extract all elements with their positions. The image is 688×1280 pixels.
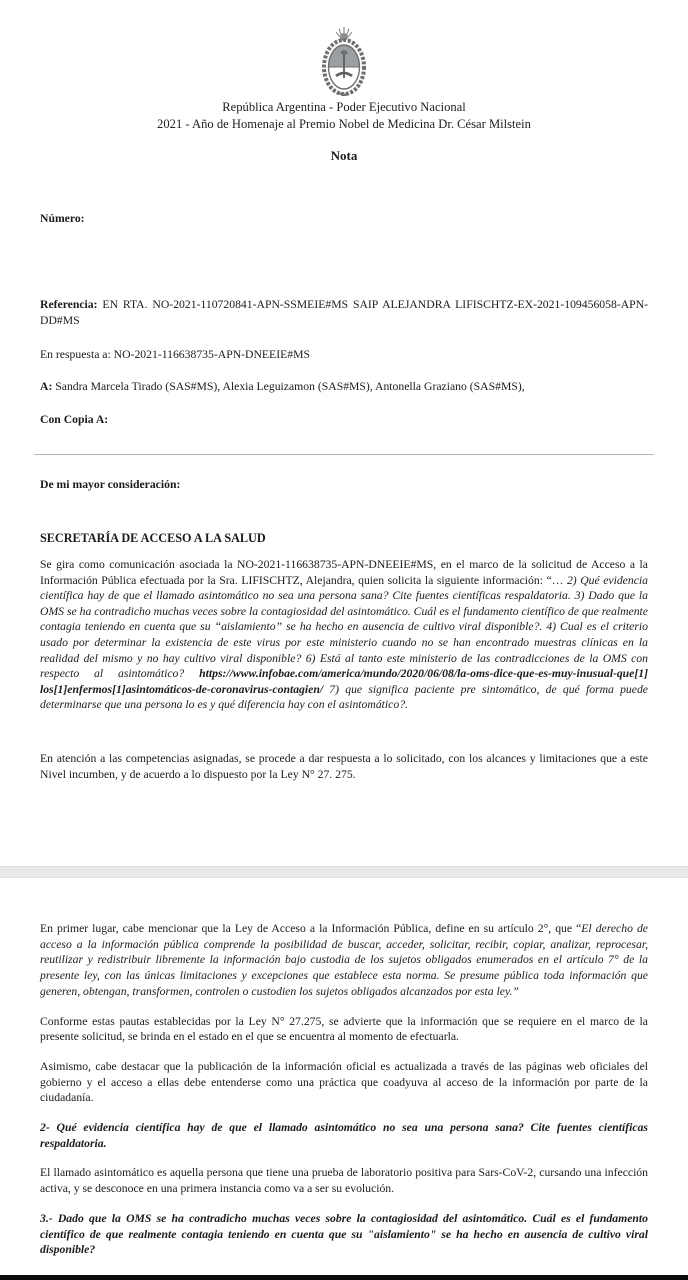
- paragraph-intro-text: Se gira como comunicación asociada la NO-2021-116638735-APN-DNEEIE#MS, en el marco de la solicitud de Acceso a la Información Pública efectuada por la Sra. LIFISCHTZ, Alejandra, quien solicita la siguiente información: “…: [40, 558, 648, 587]
- question-2-answer: El llamado asintomático es aquella persona que tiene una prueba de laboratorio positiva para Sars-CoV-2, cursando una infección activa, y se desconoce en una primera instancia como va a ser su evolución.: [40, 1166, 648, 1196]
- referencia-field: [40, 297, 648, 328]
- addressees-field: [40, 379, 648, 395]
- referencia-label: Referencia:: [40, 298, 98, 311]
- con-copia-field: [40, 412, 648, 428]
- numero-field: [40, 211, 648, 227]
- quoted-request-text-end: 7) que significa paciente pre sintomático, de qué forma puede determinarse que una persona lo es y qué diferencia hay con el asintomático?.: [40, 682, 648, 712]
- question-2-heading: 2- Qué evidencia científica hay de que el llamado asintomático no sea una persona sana? Cite fuentes científicas respaldatoria.: [40, 1121, 648, 1150]
- horizontal-divider: [34, 454, 654, 455]
- page-separator: [0, 866, 688, 878]
- con-copia-label: Con Copia A:: [40, 413, 109, 426]
- law-definition-intro: En primer lugar, cabe mencionar que la Ley de Acceso a la Información Pública, define en su artículo 2°, que “: [40, 922, 582, 935]
- conforme-paragraph: Conforme estas pautas establecidas por la Ley N° 27.275, se advierte que la información que se requiere en el marco de la presente solicitud, se brinda en el estado en el que se encuentra al momento de efectuarla.: [40, 1014, 648, 1044]
- org-motto-year: 2021 - Año de Homenaje al Premio Nobel de Medicina Dr. César Milstein: [157, 117, 531, 131]
- law-definition-quote: El derecho de acceso a la información pública comprende la posibilidad de buscar, acceder, solicitar, recibir, copiar, analizar, reprocesar, reutilizar y redistribuir libremente la información bajo custodia de los sujetos obligados enumerados en el artículo 7° de la presente ley, con las únicas limitaciones y excepciones que establece esta norma. Se presume pública toda información que generen, obtengan, transformen, controlen o custodien los sujetos obligados alcanzados por esta ley.”: [40, 922, 648, 998]
- numero-label: Número:: [40, 212, 85, 225]
- en-respuesta-value: NO-2021-116638735-APN-DNEEIE#MS: [113, 348, 310, 361]
- law-definition-paragraph: [40, 921, 648, 1000]
- document-page-2: [0, 878, 688, 1275]
- bottom-cutoff-bar: [0, 1275, 688, 1280]
- section-title: SECRETARÍA DE ACCESO A LA SALUD: [40, 531, 266, 545]
- body-paragraph-request: [40, 557, 648, 713]
- body-paragraph-scope: En atención a las competencias asignadas, se procede a dar respuesta a lo solicitado, con los alcances y limitaciones que a este Nivel incumben, y de acuerdo a lo dispuesto por la Ley N° 27. 275.: [40, 752, 648, 781]
- en-respuesta-field: [40, 347, 648, 363]
- addressees-label: A:: [40, 380, 53, 393]
- quoted-request-text: 2) Qué evidencia científica hay de que el llamado asintomático no sea una persona sana? Cite fuentes científicas respaldatoria. 3) Dado que la OMS se ha contradicho muchas veces sobre la contagiosidad del asintomático. Cuál es el fundamento científico de que realmente contagia teniendo en cuenta que su “aislamiento” se ha hecho en ausencia de cultivo viral disponible?. 4) Cual es el criterio usado por determinar la existencia de este virus por este ministerio cuando no se han encontrado muestras clínicas en la realidad del mismo y no hay cultivo viral disponible? 6) Está al tanto este ministerio de las contradicciones de la OMS con respecto al asintomático?: [40, 573, 648, 681]
- argentina-coat-of-arms-icon: [0, 26, 688, 100]
- asimismo-paragraph: Asimismo, cabe destacar que la publicación de la información oficial es actualizada a través de las páginas web oficiales del gobierno y el acceso a ellas debe entenderse como una práctica que coadyuva al acceso de la información por parte de la ciudadanía.: [40, 1059, 648, 1105]
- document-type-title: Nota: [330, 148, 358, 163]
- addressees-value: Sandra Marcela Tirado (SAS#MS), Alexia Leguizamon (SAS#MS), Antonella Graziano (SAS#MS),: [52, 380, 525, 393]
- referencia-value: EN RTA. NO-2021-110720841-APN-SSMEIE#MS SAIP ALEJANDRA LIFISCHTZ-EX-2021-109456058-APN-DD#MS: [40, 298, 648, 327]
- en-respuesta-label: En respuesta a:: [40, 348, 114, 361]
- infobae-url-text: https://www.infobae.com/america/mundo/2020/06/08/la-oms-dice-que-es-muy-inusual-que[1] los[1]enfermos[1]asintomáticos-de-coronavirus-contagien/: [40, 667, 648, 696]
- org-name: República Argentina - Poder Ejecutivo Nacional: [222, 100, 466, 114]
- salutation: De mi mayor consideración:: [40, 478, 181, 491]
- question-3-heading: 3.- Dado que la OMS se ha contradicho muchas veces sobre la contagiosidad del asintomático. Cuál es el fundamento científico de que realmente contagia teniendo en cuenta que su "aislamiento" se ha hecho en ausencia de cultivo viral disponible?: [40, 1211, 648, 1257]
